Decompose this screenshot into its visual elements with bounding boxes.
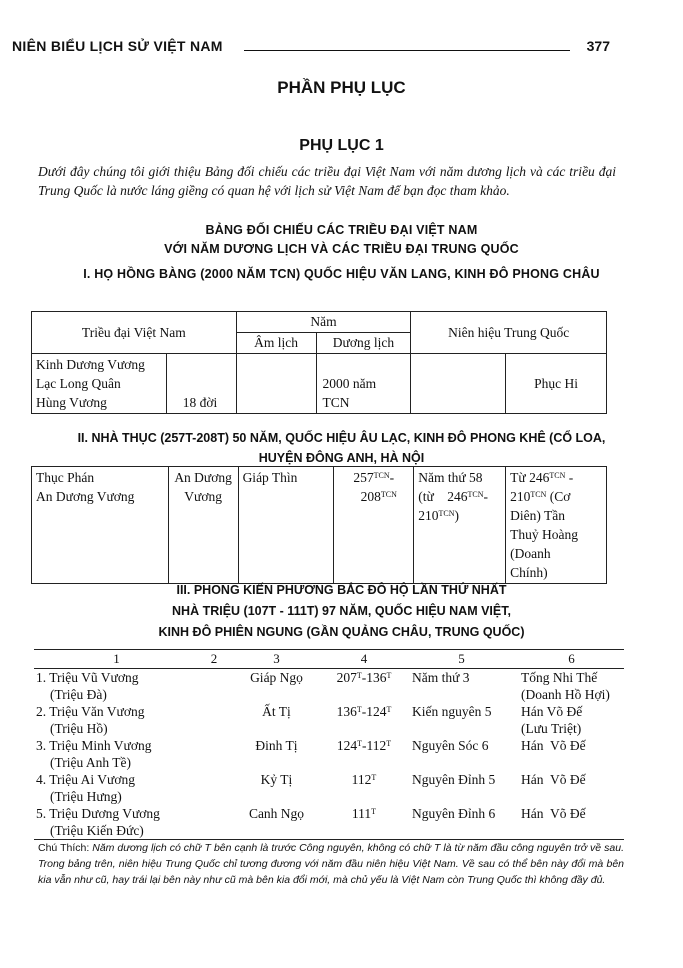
china-ruler: Hán Võ Đế bbox=[521, 704, 583, 719]
page-number: 377 bbox=[586, 38, 610, 54]
table-row bbox=[32, 467, 607, 584]
table-row bbox=[34, 703, 624, 737]
era-name: Nguyên Sóc 6 bbox=[412, 738, 489, 753]
lunar-year: Giáp Thìn bbox=[242, 470, 298, 485]
header-lunar: Âm lịch bbox=[236, 333, 316, 354]
solar-year-range: $257^{TCN}-$ bbox=[353, 470, 395, 485]
ruler-name: Hùng Vương bbox=[36, 395, 107, 410]
ruler-name: 1. Triệu Vũ Vương bbox=[36, 670, 139, 685]
year-start: 207 bbox=[336, 670, 357, 685]
t-mark: T bbox=[371, 773, 377, 782]
ruler-name: Kinh Dương Vương bbox=[36, 357, 145, 372]
china-name-part: Chính) bbox=[510, 565, 548, 580]
t-mark: T bbox=[371, 807, 377, 816]
section-3-table bbox=[34, 649, 624, 840]
ruler-alt-name: (Triệu Đà) bbox=[50, 686, 107, 702]
section-1-title: I. HỌ HỒNG BÀNG (2000 NĂM TCN) QUỐC HIỆU VĂN LANG, KINH ĐÔ PHONG CHÂU bbox=[83, 267, 600, 281]
table-row bbox=[34, 737, 624, 771]
lunar-year: Kỷ Tị bbox=[260, 772, 293, 787]
solar-years bbox=[324, 805, 404, 840]
dynasty-name: An Dương bbox=[174, 470, 232, 485]
footnote-lead: Chú Thích: bbox=[38, 842, 90, 854]
year-start: 124 bbox=[336, 738, 358, 753]
t-mark: T bbox=[386, 739, 392, 748]
china-name-part: Thuỷ Hoàng bbox=[510, 527, 579, 542]
ruler-name: 3. Triệu Minh Vương bbox=[36, 738, 152, 753]
table-row bbox=[34, 771, 624, 805]
tcn-mark: TCN bbox=[380, 490, 397, 499]
year-start: 112 bbox=[351, 772, 372, 787]
lunar-year: Giáp Ngọ bbox=[250, 670, 303, 685]
era-name: Nguyên Đỉnh 6 bbox=[412, 806, 496, 821]
t-mark: T bbox=[386, 705, 392, 714]
era-range-end: 210 bbox=[418, 508, 439, 523]
ruler-name: Lạc Long Quân bbox=[36, 376, 121, 391]
year-start: 111 bbox=[351, 806, 372, 821]
lunar-year: Canh Ngọ bbox=[248, 806, 305, 821]
footnote bbox=[38, 840, 624, 888]
header-rule bbox=[244, 50, 570, 51]
china-ruler: Hán Võ Đế bbox=[521, 738, 586, 753]
year-end: -112 bbox=[362, 738, 387, 753]
era-note: Năm thứ 58 bbox=[418, 470, 483, 485]
era-name: Năm thứ 3 bbox=[412, 670, 470, 685]
column-number-row bbox=[34, 650, 624, 669]
tcn-mark: TCN bbox=[373, 471, 390, 480]
section-2-title-line-1: II. NHÀ THỤC (257T-208T) 50 NĂM, QUỐC HIỆU ÂU LẠC, KINH ĐÔ PHONG KHÊ (CỔ LOA, bbox=[77, 431, 606, 445]
section-3-title-line-2: NHÀ TRIỆU (107T - 111T) 97 NĂM, QUỐC HIỆU NAM VIỆT, bbox=[172, 604, 511, 618]
header-china: Niên hiệu Trung Quốc bbox=[411, 312, 607, 354]
t-mark: T bbox=[356, 671, 362, 680]
era-range-open: (từ bbox=[418, 489, 434, 504]
table-row bbox=[34, 805, 624, 840]
tcn-mark: TCN bbox=[549, 471, 566, 480]
col-number: 2 bbox=[199, 650, 229, 669]
china-ruler: Tống Nhi Thế bbox=[521, 670, 598, 685]
year-end: 208 bbox=[360, 489, 381, 504]
col-number: 6 bbox=[519, 650, 624, 669]
china-range-start: Từ 246 bbox=[510, 470, 550, 485]
era-name: Kiến nguyên 5 bbox=[412, 704, 492, 719]
solar-years bbox=[324, 737, 404, 771]
solar-years bbox=[324, 703, 404, 737]
year-start: 136 bbox=[336, 704, 357, 719]
col-number: 3 bbox=[229, 650, 324, 669]
col-number: 1 bbox=[34, 650, 199, 669]
col-number: 5 bbox=[404, 650, 519, 669]
china-name-part: Diên) Tần bbox=[510, 508, 566, 523]
china-ruler-alt: (Lưu Triệt) bbox=[521, 720, 582, 736]
appendix-title: PHỤ LỤC 1 bbox=[299, 137, 384, 154]
t-mark: T bbox=[386, 671, 392, 680]
solar-year: 2000 năm bbox=[322, 376, 377, 391]
ruler-name: 2. Triệu Văn Vương bbox=[36, 704, 145, 719]
china-ruler: Phục Hi bbox=[534, 376, 578, 391]
solar-years bbox=[324, 771, 404, 805]
ruler-alt-name: (Triệu Hồ) bbox=[50, 720, 108, 736]
table-title-line-2: VỚI NĂM DƯƠNG LỊCH VÀ CÁC TRIỀU ĐẠI TRUNG QUỐC bbox=[164, 242, 519, 256]
lunar-year: Đinh Tị bbox=[255, 738, 298, 753]
section-2-title-line-2: HUYỆN ĐÔNG ANH, HÀ NỘI bbox=[258, 451, 425, 465]
section-2-table bbox=[31, 466, 607, 584]
year-end-line bbox=[338, 487, 409, 506]
china-ruler: Hán Võ Đế bbox=[521, 806, 586, 821]
china-ruler-alt: (Doanh Hồ Hợi) bbox=[521, 686, 610, 702]
solar-years bbox=[324, 669, 404, 704]
era-name: Nguyên Đỉnh 5 bbox=[412, 772, 496, 787]
header-dynasty: Triều đại Việt Nam bbox=[32, 312, 237, 354]
section-3-title-line-1: III. PHONG KIẾN PHƯƠNG BẮC ĐÔ HỘ LẦN THỨ NHẤT bbox=[176, 583, 507, 597]
year-end: -136 bbox=[361, 670, 387, 685]
tcn-mark: TCN bbox=[530, 490, 547, 499]
part-title: PHẦN PHỤ LỤC bbox=[277, 78, 406, 97]
header-solar: Dương lịch bbox=[316, 333, 411, 354]
era-range-start: 246 bbox=[447, 489, 468, 504]
china-name-part: (Doanh bbox=[510, 546, 551, 561]
table-row bbox=[32, 354, 607, 414]
year-end: -124 bbox=[361, 704, 387, 719]
intro-paragraph: Dưới đây chúng tôi giới thiệu Bảng đối chiếu các triều đại Việt Nam với năm dương lịch và các triều đại Trung Quốc là nước láng giềng có quan hệ với lịch sử Việt Nam để bạn đọc tham khảo. bbox=[38, 164, 616, 198]
header-year: Năm bbox=[236, 312, 411, 333]
ruler-alt-name: (Triệu Anh Tề) bbox=[50, 754, 131, 770]
year-start: 257 bbox=[353, 470, 374, 485]
running-title: NIÊN BIỂU LỊCH SỬ VIỆT NAM bbox=[12, 38, 229, 54]
tcn-mark: TCN bbox=[467, 490, 484, 499]
era-range-line: (từ $246^{TCN}-$ bbox=[418, 489, 489, 504]
footnote-text: Năm dương lịch có chữ T bên cạnh là trước Công nguyên, không có chữ T là từ năm đầu công nguyên trở về sau. Trong bảng trên, niên hiệu Trung Quốc chỉ tương đương với năm đầu niên hiệu Việt Nam. Về sau có thể bên này đổi mà bên kia vẫn như cũ, hay trái lại bên này như cũ mà bên kia đổi mới, mà chủ yếu là Việt Nam còn Trung Quốc thì không đầy đủ. bbox=[38, 842, 624, 886]
china-range-line: Từ $246^{TCN}$ - bbox=[510, 470, 574, 485]
lunar-year: Ất Tị bbox=[262, 704, 291, 719]
t-mark: T bbox=[357, 739, 362, 748]
ruler-alt-name: (Triệu Hưng) bbox=[50, 788, 122, 804]
table-title-line-1: BẢNG ĐỐI CHIẾU CÁC TRIỀU ĐẠI VIỆT NAM bbox=[205, 223, 478, 237]
ruler-alt-name: (Triệu Kiến Đức) bbox=[50, 822, 144, 838]
col-number: 4 bbox=[324, 650, 404, 669]
ruler-name: 4. Triệu Ai Vương bbox=[36, 772, 135, 787]
china-name-part: (Cơ bbox=[549, 489, 571, 504]
section-3-title-line-3: KINH ĐÔ PHIÊN NGUNG (GẦN QUẢNG CHÂU, TRUNG QUỐC) bbox=[158, 625, 525, 639]
dynasty-name-cont: Vương bbox=[184, 489, 222, 504]
running-header bbox=[12, 38, 624, 58]
ruler-name: 5. Triệu Dương Vương bbox=[36, 806, 160, 821]
china-ruler: Hán Võ Đế bbox=[521, 772, 586, 787]
t-mark: T bbox=[356, 705, 362, 714]
tcn-mark: TCN bbox=[438, 509, 455, 518]
ruler-title: An Dương Vương bbox=[36, 489, 135, 504]
section-1-table bbox=[31, 311, 607, 414]
era-range-end-line: $210^{TCN}$) bbox=[418, 508, 459, 523]
china-range-end-line bbox=[510, 487, 602, 506]
china-range-end: 210 bbox=[510, 489, 531, 504]
ruler-name: Thục Phán bbox=[36, 470, 95, 485]
solar-era: TCN bbox=[322, 395, 350, 410]
table-row bbox=[34, 669, 624, 704]
generations: 18 đời bbox=[182, 395, 218, 410]
